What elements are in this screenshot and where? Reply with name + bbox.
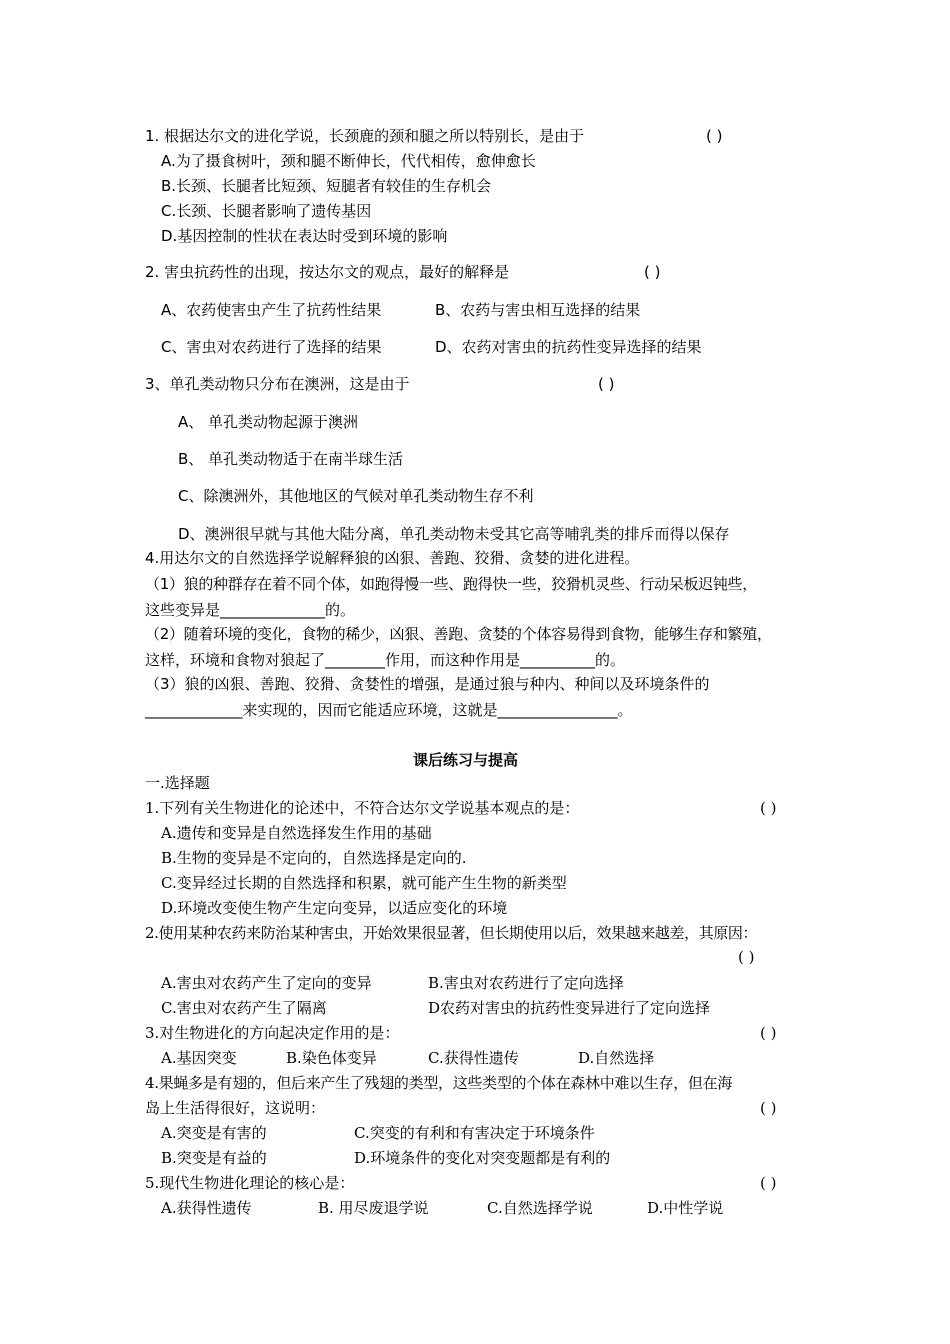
p1-q4-line-6: _____________来实现的，因而它能适应环境，这就是________________。 xyxy=(145,701,633,719)
p1-q4-line-4: 这样，环境和食物对狼起了________作用，而这种作用是__________的。 xyxy=(145,651,626,669)
section-heading: 一.选择题 xyxy=(145,774,210,792)
p2-q3-option-c: C.获得性遗传 xyxy=(428,1049,519,1067)
p2-q5-option-b: B. 用尽废退学说 xyxy=(318,1199,429,1217)
p2-q3-option-d: D.自然选择 xyxy=(578,1049,655,1067)
p2-q3-answer-paren: ( ) xyxy=(760,1024,777,1042)
p2-q3-stem: 3.对生物进化的方向起决定作用的是： xyxy=(145,1024,400,1042)
p2-q2-answer-paren: ( ) xyxy=(738,948,755,966)
p2-q4-answer-paren: ( ) xyxy=(760,1099,777,1117)
p2-q1-option-c: C.变异经过长期的自然选择和积累，就可能产生生物的新类型 xyxy=(161,874,567,892)
p2-q1-option-a: A.遗传和变异是自然选择发生作用的基础 xyxy=(161,824,432,842)
p1-q2-stem: 2. 害虫抗药性的出现，按达尔文的观点，最好的解释是 xyxy=(145,263,510,281)
p1-q2-option-d: D、农药对害虫的抗药性变异选择的结果 xyxy=(435,338,702,356)
p1-q3-stem: 3、单孔类动物只分布在澳洲，这是由于 xyxy=(145,375,410,393)
p1-q1-option-c: C.长颈、长腿者影响了遗传基因 xyxy=(161,202,372,220)
section-title: 课后练习与提高 xyxy=(413,751,519,769)
p1-q2-option-b: B、农药与害虫相互选择的结果 xyxy=(435,301,641,319)
p1-q4-line-3: （2）随着环境的变化，食物的稀少，凶狠、善跑、贪婪的个体容易得到食物，能够生存和繁殖， xyxy=(145,625,772,643)
p2-q4-stem-line-1: 4.果蝇多是有翅的，但后来产生了残翅的类型，这些类型的个体在森林中难以生存，但在海 xyxy=(145,1074,733,1092)
p1-q4-stem: 4.用达尔文的自然选择学说解释狼的凶狠、善跑、狡猾、贪婪的进化进程。 xyxy=(145,549,640,567)
p1-q2-answer-paren: ( ) xyxy=(644,263,661,281)
p1-q4-line-2: 这些变异是______________的。 xyxy=(145,601,356,619)
p2-q4-option-c: C.突变的有利和有害决定于环境条件 xyxy=(354,1124,595,1142)
p1-q3-option-b: B、 单孔类动物适于在南半球生活 xyxy=(178,450,404,468)
p2-q5-option-d: D.中性学说 xyxy=(647,1199,724,1217)
p2-q2-option-a: A.害虫对农药产生了定向的变异 xyxy=(161,974,372,992)
p1-q2-option-c: C、害虫对农药进行了选择的结果 xyxy=(161,338,382,356)
p2-q1-answer-paren: ( ) xyxy=(760,799,777,817)
p2-q4-option-d: D.环境条件的变化对突变题都是有利的 xyxy=(354,1149,611,1167)
p1-q1-stem: 1. 根据达尔文的进化学说，长颈鹿的颈和腿之所以特别长，是由于 xyxy=(145,127,585,145)
p2-q1-option-d: D.环境改变使生物产生定向变异，以适应变化的环境 xyxy=(161,899,508,917)
p2-q2-option-b: B.害虫对农药进行了定向选择 xyxy=(428,974,624,992)
p1-q1-option-b: B.长颈、长腿者比短颈、短腿者有较佳的生存机会 xyxy=(161,177,492,195)
p2-q1-stem: 1.下列有关生物进化的论述中，不符合达尔文学说基本观点的是： xyxy=(145,799,580,817)
p1-q1-option-a: A.为了摄食树叶，颈和腿不断伸长，代代相传，愈伸愈长 xyxy=(161,152,536,170)
p2-q5-option-c: C.自然选择学说 xyxy=(487,1199,593,1217)
p1-q3-option-d: D、澳洲很早就与其他大陆分离，单孔类动物未受其它高等哺乳类的排斥而得以保存 xyxy=(178,525,730,543)
p1-q4-line-5: （3）狼的凶狠、善跑、狡猾、贪婪性的增强，是通过狼与种内、种间以及环境条件的 xyxy=(145,675,710,693)
p2-q2-stem: 2.使用某种农药来防治某种害虫，开始效果很显著，但长期使用以后，效果越来越差，其原因： xyxy=(145,924,758,942)
p2-q5-option-a: A.获得性遗传 xyxy=(161,1199,252,1217)
p2-q2-option-d: D农药对害虫的抗药性变异进行了定向选择 xyxy=(428,999,711,1017)
p1-q3-option-a: A、 单孔类动物起源于澳洲 xyxy=(178,413,359,431)
p1-q1-option-d: D.基因控制的性状在表达时受到环境的影响 xyxy=(161,227,448,245)
p1-q2-option-a: A、农药使害虫产生了抗药性结果 xyxy=(161,301,382,319)
p2-q3-option-b: B.染色体变异 xyxy=(286,1049,377,1067)
p2-q4-option-b: B.突变是有益的 xyxy=(161,1149,267,1167)
p1-q3-answer-paren: ( ) xyxy=(598,375,615,393)
p1-q4-line-1: （1）狼的种群存在着不同个体，如跑得慢一些、跑得快一些，狡猾机灵些、行动呆板迟钝些， xyxy=(145,575,757,593)
p2-q4-option-a: A.突变是有害的 xyxy=(161,1124,267,1142)
p2-q1-option-b: B.生物的变异是不定向的，自然选择是定向的. xyxy=(161,849,467,867)
p1-q3-option-c: C、除澳洲外，其他地区的气候对单孔类动物生存不利 xyxy=(178,487,534,505)
p2-q5-answer-paren: ( ) xyxy=(760,1174,777,1192)
p2-q4-stem-line-2: 岛上生活得很好，这说明： xyxy=(145,1099,326,1117)
p2-q5-stem: 5.现代生物进化理论的核心是： xyxy=(145,1174,355,1192)
p1-q1-answer-paren: ( ) xyxy=(706,127,723,145)
p2-q3-option-a: A.基因突变 xyxy=(161,1049,237,1067)
p2-q2-option-c: C.害虫对农药产生了隔离 xyxy=(161,999,327,1017)
